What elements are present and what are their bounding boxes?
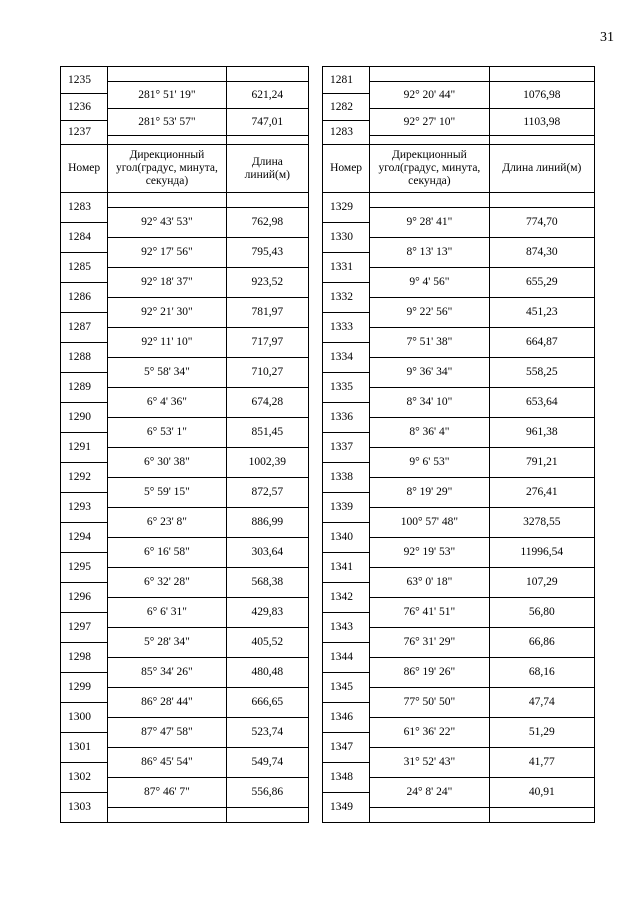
direction-angle: 6° 53' 1" xyxy=(108,418,226,448)
line-length: 276,41 xyxy=(489,478,594,508)
direction-angle: 92° 11' 10" xyxy=(108,328,226,358)
point-number: 1343 xyxy=(323,613,370,643)
line-length: 674,28 xyxy=(226,388,308,418)
line-length: 51,29 xyxy=(489,718,594,748)
point-number: 1336 xyxy=(323,403,370,433)
line-length: 886,99 xyxy=(226,508,308,538)
line-length: 451,23 xyxy=(489,298,594,328)
line-length: 851,45 xyxy=(226,418,308,448)
blank-cell xyxy=(489,193,594,208)
direction-angle: 92° 21' 30" xyxy=(108,298,226,328)
point-number: 1349 xyxy=(323,793,370,823)
line-length: 874,30 xyxy=(489,238,594,268)
direction-angle: 6° 30' 38" xyxy=(108,448,226,478)
point-number: 1235 xyxy=(61,67,108,94)
point-number: 1345 xyxy=(323,673,370,703)
direction-angle: 6° 6' 31" xyxy=(108,598,226,628)
point-number: 1283 xyxy=(61,193,108,223)
direction-angle: 9° 22' 56" xyxy=(370,298,489,328)
point-number: 1299 xyxy=(61,673,108,703)
line-length: 40,91 xyxy=(489,778,594,808)
direction-angle: 100° 57' 48" xyxy=(370,508,489,538)
blank-cell xyxy=(108,808,226,823)
direction-angle: 9° 28' 41" xyxy=(370,208,489,238)
line-length: 3278,55 xyxy=(489,508,594,538)
blank-cell xyxy=(370,808,489,823)
line-length: 549,74 xyxy=(226,748,308,778)
line-length: 1076,98 xyxy=(489,82,594,109)
direction-angle: 6° 32' 28" xyxy=(108,568,226,598)
line-length: 774,70 xyxy=(489,208,594,238)
direction-angle: 86° 28' 44" xyxy=(108,688,226,718)
point-number: 1341 xyxy=(323,553,370,583)
line-length: 41,77 xyxy=(489,748,594,778)
point-number: 1290 xyxy=(61,403,108,433)
point-number: 1293 xyxy=(61,493,108,523)
point-number: 1338 xyxy=(323,463,370,493)
point-number: 1291 xyxy=(61,433,108,463)
point-number: 1296 xyxy=(61,583,108,613)
table-row xyxy=(323,67,595,82)
direction-angle: 92° 20' 44" xyxy=(370,82,489,109)
line-length: 558,25 xyxy=(489,358,594,388)
direction-angle: 31° 52' 43" xyxy=(370,748,489,778)
direction-angle: 9° 36' 34" xyxy=(370,358,489,388)
direction-angle: 63° 0' 18" xyxy=(370,568,489,598)
direction-angle: 86° 19' 26" xyxy=(370,658,489,688)
line-length: 710,27 xyxy=(226,358,308,388)
line-length: 655,29 xyxy=(489,268,594,298)
point-number: 1283 xyxy=(323,121,370,145)
direction-angle: 9° 4' 56" xyxy=(370,268,489,298)
line-length: 872,57 xyxy=(226,478,308,508)
point-number: 1287 xyxy=(61,313,108,343)
point-number: 1344 xyxy=(323,643,370,673)
blank-cell xyxy=(489,67,594,82)
line-length: 11996,54 xyxy=(489,538,594,568)
direction-angle: 9° 6' 53" xyxy=(370,448,489,478)
header-number: Номер xyxy=(323,145,370,193)
direction-angle: 6° 16' 58" xyxy=(108,538,226,568)
point-number: 1346 xyxy=(323,703,370,733)
point-number: 1284 xyxy=(61,223,108,253)
point-number: 1331 xyxy=(323,253,370,283)
direction-angle: 76° 31' 29" xyxy=(370,628,489,658)
line-length: 107,29 xyxy=(489,568,594,598)
point-number: 1335 xyxy=(323,373,370,403)
blank-cell xyxy=(108,67,226,82)
direction-angle: 87° 46' 7" xyxy=(108,778,226,808)
line-length: 621,24 xyxy=(226,82,308,109)
point-number: 1339 xyxy=(323,493,370,523)
line-length: 923,52 xyxy=(226,268,308,298)
direction-angle: 87° 47' 58" xyxy=(108,718,226,748)
direction-angle: 6° 4' 36" xyxy=(108,388,226,418)
blank-cell xyxy=(489,136,594,145)
direction-angle: 8° 19' 29" xyxy=(370,478,489,508)
direction-angle: 77° 50' 50" xyxy=(370,688,489,718)
line-length: 1002,39 xyxy=(226,448,308,478)
direction-angle: 92° 19' 53" xyxy=(370,538,489,568)
line-length: 56,80 xyxy=(489,598,594,628)
header-number: Номер xyxy=(61,145,108,193)
blank-cell xyxy=(489,808,594,823)
direction-angle: 5° 28' 34" xyxy=(108,628,226,658)
blank-cell xyxy=(226,67,308,82)
point-number: 1337 xyxy=(323,433,370,463)
point-number: 1301 xyxy=(61,733,108,763)
point-number: 1281 xyxy=(323,67,370,94)
direction-angle: 92° 27' 10" xyxy=(370,109,489,136)
point-number: 1302 xyxy=(61,763,108,793)
point-number: 1297 xyxy=(61,613,108,643)
direction-angle: 281° 53' 57" xyxy=(108,109,226,136)
line-length: 795,43 xyxy=(226,238,308,268)
point-number: 1340 xyxy=(323,523,370,553)
point-number: 1294 xyxy=(61,523,108,553)
line-length: 68,16 xyxy=(489,658,594,688)
point-number: 1333 xyxy=(323,313,370,343)
line-length: 429,83 xyxy=(226,598,308,628)
point-number: 1298 xyxy=(61,643,108,673)
table-row xyxy=(323,193,595,208)
line-length: 523,74 xyxy=(226,718,308,748)
blank-cell xyxy=(226,808,308,823)
point-number: 1236 xyxy=(61,94,108,121)
point-number: 1342 xyxy=(323,583,370,613)
coordinates-table-left xyxy=(60,66,309,823)
line-length: 303,64 xyxy=(226,538,308,568)
line-length: 653,64 xyxy=(489,388,594,418)
direction-angle: 92° 43' 53" xyxy=(108,208,226,238)
point-number: 1288 xyxy=(61,343,108,373)
blank-cell xyxy=(108,136,226,145)
point-number: 1330 xyxy=(323,223,370,253)
blank-cell xyxy=(226,193,308,208)
line-length: 781,97 xyxy=(226,298,308,328)
coordinates-table-right xyxy=(322,66,595,823)
line-length: 717,97 xyxy=(226,328,308,358)
blank-cell xyxy=(370,193,489,208)
direction-angle: 8° 34' 10" xyxy=(370,388,489,418)
line-length: 556,86 xyxy=(226,778,308,808)
point-number: 1334 xyxy=(323,343,370,373)
point-number: 1237 xyxy=(61,121,108,145)
point-number: 1329 xyxy=(323,193,370,223)
line-length: 762,98 xyxy=(226,208,308,238)
line-length: 666,65 xyxy=(226,688,308,718)
point-number: 1282 xyxy=(323,94,370,121)
table-row xyxy=(61,193,309,208)
direction-angle: 8° 36' 4" xyxy=(370,418,489,448)
point-number: 1295 xyxy=(61,553,108,583)
line-length: 405,52 xyxy=(226,628,308,658)
direction-angle: 5° 58' 34" xyxy=(108,358,226,388)
line-length: 961,38 xyxy=(489,418,594,448)
point-number: 1289 xyxy=(61,373,108,403)
direction-angle: 92° 17' 56" xyxy=(108,238,226,268)
point-number: 1348 xyxy=(323,763,370,793)
blank-cell xyxy=(226,136,308,145)
point-number: 1347 xyxy=(323,733,370,763)
point-number: 1303 xyxy=(61,793,108,823)
blank-cell xyxy=(108,193,226,208)
direction-angle: 76° 41' 51" xyxy=(370,598,489,628)
direction-angle: 8° 13' 13" xyxy=(370,238,489,268)
table-row xyxy=(61,67,309,82)
point-number: 1300 xyxy=(61,703,108,733)
direction-angle: 5° 59' 15" xyxy=(108,478,226,508)
header-direction-angle: Дирекционный угол(градус, минута, секунда) xyxy=(370,145,489,193)
direction-angle: 86° 45' 54" xyxy=(108,748,226,778)
direction-angle: 281° 51' 19" xyxy=(108,82,226,109)
line-length: 1103,98 xyxy=(489,109,594,136)
header-line-length: Длина линий(м) xyxy=(489,145,594,193)
header-row xyxy=(323,145,595,193)
header-direction-angle: Дирекционный угол(градус, минута, секунда) xyxy=(108,145,226,193)
direction-angle: 6° 23' 8" xyxy=(108,508,226,538)
line-length: 568,38 xyxy=(226,568,308,598)
line-length: 747,01 xyxy=(226,109,308,136)
direction-angle: 7° 51' 38" xyxy=(370,328,489,358)
point-number: 1292 xyxy=(61,463,108,493)
header-row xyxy=(61,145,309,193)
point-number: 1285 xyxy=(61,253,108,283)
line-length: 480,48 xyxy=(226,658,308,688)
line-length: 47,74 xyxy=(489,688,594,718)
header-line-length: Длина линий(м) xyxy=(226,145,308,193)
blank-cell xyxy=(370,136,489,145)
direction-angle: 85° 34' 26" xyxy=(108,658,226,688)
line-length: 664,87 xyxy=(489,328,594,358)
point-number: 1286 xyxy=(61,283,108,313)
direction-angle: 24° 8' 24" xyxy=(370,778,489,808)
page-number: 31 xyxy=(600,30,614,45)
point-number: 1332 xyxy=(323,283,370,313)
line-length: 791,21 xyxy=(489,448,594,478)
direction-angle: 61° 36' 22" xyxy=(370,718,489,748)
blank-cell xyxy=(370,67,489,82)
line-length: 66,86 xyxy=(489,628,594,658)
direction-angle: 92° 18' 37" xyxy=(108,268,226,298)
